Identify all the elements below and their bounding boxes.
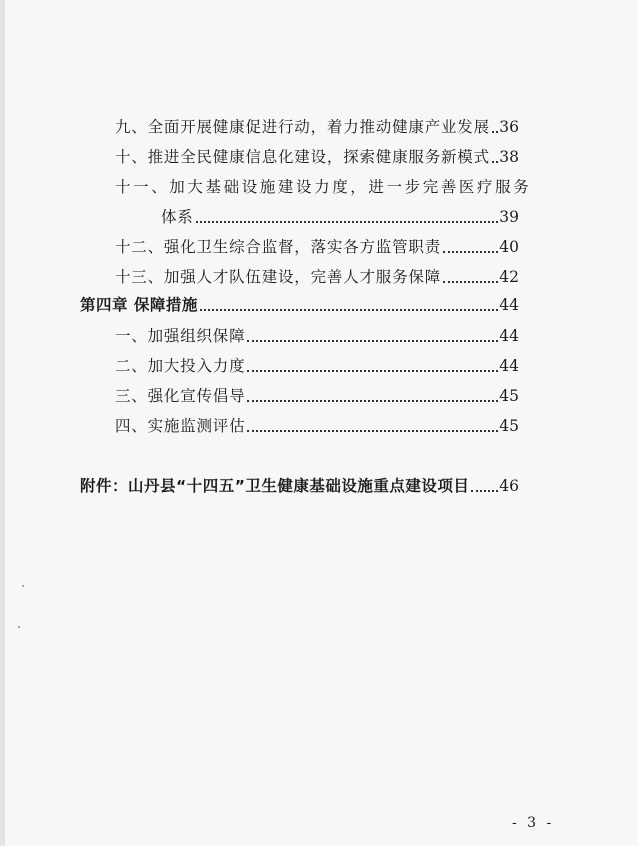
toc-entry-page: 44 [499, 357, 519, 375]
toc-leader-dots [443, 281, 498, 283]
toc-leader-dots [471, 490, 498, 492]
toc-entry-page: 45 [499, 417, 519, 435]
toc-leader-dots [492, 161, 498, 163]
page-edge-shadow [0, 0, 5, 846]
toc-chapter-page: 44 [499, 296, 519, 314]
toc-entry-page: 45 [499, 387, 519, 405]
toc-subentry-2[interactable] [115, 355, 519, 377]
toc-subentry-4[interactable] [115, 415, 519, 437]
toc-attachment-label: 附件：山丹县“十四五”卫生健康基础设施重点建设项目 [80, 477, 470, 495]
toc-entry-label: 十、推进全民健康信息化建设，探索健康服务新模式 [115, 148, 490, 166]
toc-entry-12[interactable] [115, 236, 519, 258]
toc-leader-dots [200, 309, 498, 311]
toc-chapter-label: 第四章 保障措施 [80, 296, 198, 314]
toc-leader-dots [196, 221, 499, 223]
toc-leader-dots [443, 251, 498, 253]
toc-entry-9[interactable] [115, 116, 519, 138]
toc-entry-label: 三、强化宣传倡导 [115, 387, 246, 405]
toc-entry-label: 二、加大投入力度 [115, 357, 246, 375]
toc-entry-page: 44 [499, 327, 519, 345]
toc-entry-11-line2[interactable] [161, 206, 519, 228]
toc-leader-dots [247, 430, 498, 432]
toc-attachment-page: 46 [499, 477, 519, 495]
toc-entry-page: 40 [499, 238, 519, 256]
toc-entry-page: 38 [499, 148, 519, 166]
toc-subentry-1[interactable] [115, 325, 519, 347]
toc-chapter-4[interactable] [80, 294, 519, 316]
toc-entry-label: 十三、加强人才队伍建设，完善人才服务保障 [115, 268, 442, 286]
toc-entry-label: 十一、加大基础设施建设力度，进一步完善医疗服务 [115, 178, 532, 196]
toc-entry-page: 42 [499, 268, 519, 286]
toc-entry-label: 十二、强化卫生综合监督，落实各方监管职责 [115, 238, 442, 256]
toc-leader-dots [492, 131, 498, 133]
toc-entry-label: 九、全面开展健康促进行动，着力推动健康产业发展 [115, 118, 490, 136]
scan-speck [18, 626, 20, 628]
toc-entry-10[interactable] [115, 146, 519, 168]
toc-leader-dots [247, 400, 498, 402]
toc-subentry-3[interactable] [115, 385, 519, 407]
toc-attachment[interactable] [80, 475, 519, 497]
toc-entry-label: 一、加强组织保障 [115, 327, 246, 345]
toc-entry-label: 四、实施监测评估 [115, 417, 246, 435]
toc-entry-page: 36 [499, 118, 519, 136]
toc-entry-page: 39 [499, 208, 519, 226]
page-number: - 3 - [512, 815, 555, 831]
toc-leader-dots [247, 340, 498, 342]
toc-leader-dots [247, 370, 498, 372]
scan-speck [22, 585, 24, 587]
toc-entry-11-line1[interactable] [115, 176, 531, 198]
toc-entry-13[interactable] [115, 266, 519, 288]
toc-entry-label-continued: 体系 [161, 208, 194, 226]
